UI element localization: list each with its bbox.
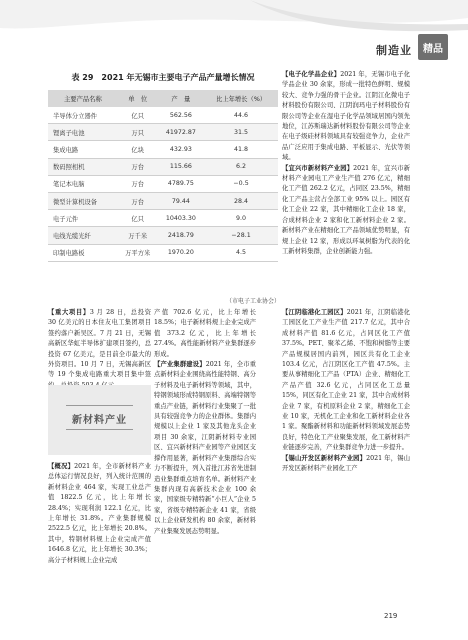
table-cell: 562.56 (158, 107, 205, 124)
paragraph-text: 2021 年，全市重点新材料企业围绕高性能特钢、高分子材料及电子新材料等领域，其中，特钢领域形成特钢原料、高端特钢等重点产业链，新材料行业集聚了一批具有较强竞争力的企业群体。集群内规模以上企业 1 家及其他龙头企业项目 30 余家，江阴新材料专业园区、宜兴新材料产业园等产业园区支撑作用显著，新材料产业集群综合实力不断提升，列入首批江苏省先进制造业集群重点培育名单。新材料产业集群内现有高新技术企业 100 余家，国家级专精特新“小巨人”企业 5 家，省级专精特新企业 41 家，省级以上企业研发机构 80 余家，新材料产业集聚发展态势明显。 (154, 361, 257, 535)
table-cell: 41972.87 (158, 124, 205, 141)
table-cell: 印制电路板 (48, 244, 118, 261)
table-cell: 笔记本电脑 (48, 175, 118, 192)
paragraph-text: 2021 年，宜兴市新材料产业园电工产业生产值 276 亿元，精细化工产值 262.2 亿元，占同区 23.5%，精细化工产品主营占全部工业 95% 以上。园区有化工企业 22 家，其中精细化工企业 18 家，合成材料企业 2 家和化工新材料企业 2 家。新材料产业在精细化工产品领域优势明显，有规上企业 12 家，形成以环氧树脂为代表的化工新材料集群，企业创新能力强。 (282, 164, 410, 255)
paragraph (154, 360, 256, 537)
table-row (48, 192, 278, 209)
banner-title: 新材料产业 (72, 415, 127, 426)
section-title: 制造业 (376, 44, 412, 57)
paragraph (48, 462, 151, 566)
paragraph-text: 3 月 28 日，总投资 30 亿美元的日本住友电工集团项目签约落户新吴区。7 月 21 日，无锡高新区华虹半导体扩建项目签约，总投资 67 亿美元，是目前全市最大的外资项目。10 月 7 日，无锡高新区等 19 个集成电路重大项目集中签 (48, 309, 151, 379)
table-cell: 半导体分立器件 (48, 107, 118, 124)
table-cell: 9.0 (204, 210, 278, 227)
table-cell: 亿只 (118, 210, 158, 227)
text-column-left-bottom (48, 462, 151, 566)
banner-rule (66, 429, 133, 430)
paragraph-heading: 【重大项目】 (48, 309, 90, 316)
table-cell: 44.6 (204, 107, 278, 124)
table-row (48, 141, 278, 158)
paragraph-heading: 【产业集群建设】 (154, 361, 206, 369)
paragraph-heading: 【电子化学品企业】 (282, 71, 341, 78)
paragraph (282, 454, 410, 475)
table-row (48, 227, 278, 244)
table-cell: −0.5 (204, 175, 278, 192)
column-header: 比上年增长（%） (204, 90, 278, 107)
column-header: 产 量 (158, 90, 205, 107)
text-column-right-top (282, 70, 410, 257)
text-column-middle (154, 308, 256, 537)
table-row (48, 158, 278, 175)
table-cell: 电子元件 (48, 210, 118, 227)
paragraph-text: 2021 年，全市新材料产业总体运行情况良好，列入统计范围的新材料企业 464 家，实现工业总产值 1822.5 亿元，比上年增长 28.4%；实现利润 122.1 亿元，比上年增长 31.8%。产业集群规模 2522.5 亿元，比上年增长 20.8%。其中，特钢材料规上企业完成产值 1646.8 亿元，比上年增长 30.3%；高分子材料规上企业完成 (48, 463, 152, 564)
paragraph (282, 164, 410, 258)
paragraph-text: 2021 年，江阴临港化工园区化工产业生产值 217.7 亿元，其中合成材料产值 81.6 亿元，占同区化工产值 37.5%。PET、聚苯乙烯、不饱和树脂等主要产品规模居国内前列，园区共有化工企业 103.4 亿元，占江阴区化工产值 47.5%。主要从事精细化工产品（PTA）企业、精细化工产品产值 32.6 亿元，占同区化工总量 15%，同区有化工企业 21 家，其中合成材料企业 7 家，有机原料企业 2 家，精细化工企业 10 家，无机化工企业和化工新材料企业各 1 家。聚酯新材料和功能新材料领域发展态势良好，特色化工产业聚集发展，化工新材料产业链逐步完善，产业集群竞争力进一步提升。 (282, 309, 410, 452)
table-cell: 4789.75 (158, 175, 205, 192)
table-cell: 4.5 (204, 244, 278, 261)
page-header (0, 0, 468, 66)
paragraph-heading: 【锡山开发区新材料产业园】 (282, 454, 367, 462)
table-cell: −28.1 (204, 227, 278, 244)
table-title: 表 29 2021 年无锡市主要电子产品产量增长情况 (71, 73, 255, 82)
table-cell: 万千米 (118, 227, 158, 244)
column-header: 主要产品名称 (48, 90, 118, 107)
table-row (48, 107, 278, 124)
table-cell: 万台 (118, 192, 158, 209)
table-cell: 电线光缆光纤 (48, 227, 118, 244)
table-source-note: （市电子工业协会） (225, 298, 280, 305)
text-column-right-bottom (282, 308, 410, 475)
table-cell: 115.66 (158, 158, 205, 175)
paragraph (282, 308, 410, 454)
table-cell: 亿块 (118, 141, 158, 158)
paragraph (154, 308, 256, 360)
paragraph (48, 308, 151, 391)
banner-rule (66, 405, 133, 406)
table-cell: 数码照相机 (48, 158, 118, 175)
paragraph-text: 2021 年，锡山开发区新材料产业园化工产 (282, 454, 410, 473)
page-number: 219 (384, 612, 398, 620)
paragraph-heading: 【江阴临港化工园区】 (282, 309, 347, 316)
table-cell: 432.93 (158, 141, 205, 158)
table-header-row (48, 90, 278, 107)
paragraph-text: 产值 702.6 亿元，比上年增长 18.5%；电子新材料规上企业完成产值 373.2 亿元，比上年增长 27.4%。高性能新材料产业集群逐步形成。 (154, 309, 256, 358)
column-header: 单 位 (118, 90, 158, 107)
table-cell: 万台 (118, 175, 158, 192)
table-cell: 31.5 (204, 124, 278, 141)
table-cell: 万平方米 (118, 244, 158, 261)
table-row (48, 124, 278, 141)
table-cell: 锂离子电池 (48, 124, 118, 141)
table-cell: 万只 (118, 124, 158, 141)
table-cell: 6.2 (204, 158, 278, 175)
header-logo: 精品 (418, 34, 448, 60)
paragraph (282, 70, 410, 164)
table-row (48, 244, 278, 261)
table-cell: 10403.30 (158, 210, 205, 227)
table-cell: 1970.20 (158, 244, 205, 261)
table-cell: 集成电路 (48, 141, 118, 158)
paragraph-text: 2021 年，无锡市电子化学品企业 30 余家，形成一批特色鲜明、规模较大、竞争力强的骨干企业。江阴江化微电子材料股份有限公司、江阴润玛电子材料股份有限公司等企业在湿电子化学品领域居国内领先地位，江苏斯瑞达新材料股份有限公司等企业在电子级硅材料领域具有较强竞争力，企业产品广泛应用于集成电路、平板显示、光伏等领域。 (282, 71, 410, 162)
table-cell: 万台 (118, 158, 158, 175)
table-cell: 79.44 (158, 192, 205, 209)
paragraph-heading: 【概况】 (48, 463, 75, 470)
table-row (48, 175, 278, 192)
section-banner (48, 385, 151, 455)
paragraph-heading: 【宜兴市新材料产业园】 (282, 164, 354, 172)
table-cell: 微型计算机设备 (48, 192, 118, 209)
table-cell: 2418.79 (158, 227, 205, 244)
statistics-table (48, 90, 278, 262)
table-cell: 41.8 (204, 141, 278, 158)
table-cell: 28.4 (204, 192, 278, 209)
table-row (48, 210, 278, 227)
table-cell: 亿只 (118, 107, 158, 124)
